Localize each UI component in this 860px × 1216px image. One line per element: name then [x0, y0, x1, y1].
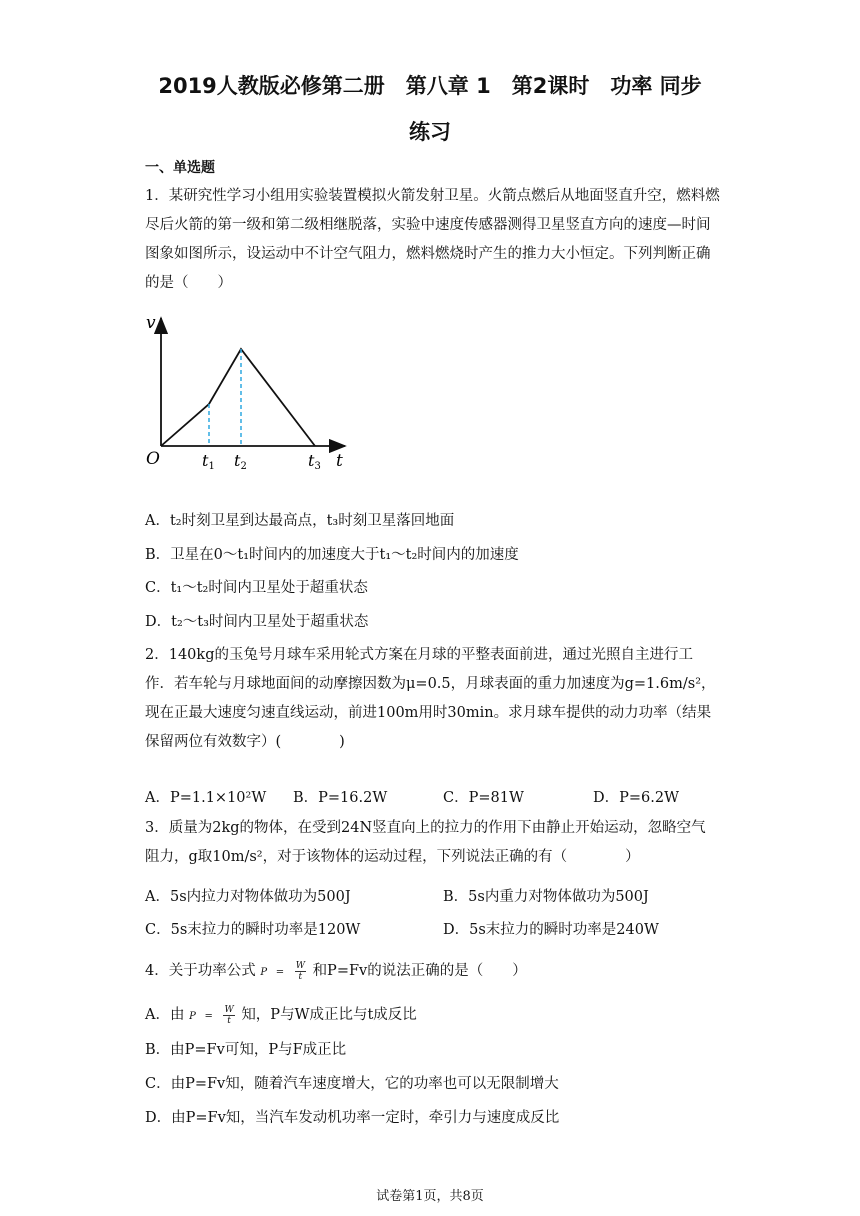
- doc-title-line1: 2019人教版必修第二册 第八章 1 第2课时 功率 同步: [158, 74, 702, 98]
- t1-label: t1: [202, 451, 215, 472]
- q4-option-d: D．由P=Fv知，当汽车发动机功率一定时，牵引力与速度成反比: [145, 1110, 560, 1126]
- q1-stem: 1．某研究性学习小组用实验装置模拟火箭发射卫星。火箭点燃后从地面竖直升空，燃料燃尽后火箭的第一级和第二级相继脱落，实验中速度传感器测得卫星竖直方向的速度—时间图象如图所示，设运动中不计空气阻力，燃料燃烧时产生的推力大小恒定。下列判断正确的是（ ）: [145, 188, 720, 291]
- q4-a-formula-fraction: $\frac{W}{t}$: [224, 1004, 234, 1026]
- q2-option-a: A．P=1.1×10²W: [145, 790, 267, 806]
- t2-label: t2: [234, 451, 247, 472]
- q2-option-d: D．P=6.2W: [593, 790, 679, 806]
- t3-label: t3: [308, 451, 321, 472]
- origin-label: O: [146, 449, 160, 469]
- t-label: t: [336, 451, 343, 471]
- section-heading: 一、单选题: [145, 160, 215, 176]
- q1-option-c: C．t₁～t₂时间内卫星处于超重状态: [145, 580, 368, 596]
- q1-option-b: B．卫星在0～t₁时间内的加速度大于t₁～t₂时间内的加速度: [145, 547, 519, 563]
- q3-stem: 3．质量为2kg的物体，在受到24N竖直向上的拉力的作用下由静止开始运动，忽略空气阻力，g取10m/s²，对于该物体的运动过程，下列说法正确的有（ ）: [145, 820, 706, 865]
- q4-option-a: A．由 P = $\frac{W}{t}$ 知，P与W成正比与t成反比: [145, 1004, 417, 1026]
- q3-option-a: A．5s内拉力对物体做功为500J: [145, 889, 351, 905]
- v-label: v: [146, 313, 156, 333]
- q3-option-d: D．5s末拉力的瞬时功率是240W: [443, 922, 659, 938]
- velocity-curve: [161, 349, 315, 446]
- q1-vt-graph: [140, 308, 370, 478]
- page-footer: 试卷第1页，共8页: [376, 1189, 484, 1204]
- q1-option-d: D．t₂～t₃时间内卫星处于超重状态: [145, 614, 369, 630]
- q3-option-c: C．5s末拉力的瞬时功率是120W: [145, 922, 361, 938]
- q1-option-a: A．t₂时刻卫星到达最高点，t₃时刻卫星落回地面: [145, 513, 455, 529]
- q3-option-b: B．5s内重力对物体做功为500J: [443, 889, 649, 905]
- q4-option-b: B．由P=Fv可知，P与F成正比: [145, 1042, 347, 1058]
- doc-title-line2: 练习: [409, 120, 451, 144]
- q4-formula-fraction: $\frac{W}{t}$: [295, 960, 305, 982]
- q2-option-c: C．P=81W: [443, 790, 524, 806]
- q2-option-b: B．P=16.2W: [293, 790, 388, 806]
- q2-stem: 2．140kg的玉兔号月球车采用轮式方案在月球的平整表面前进，通过光照自主进行工作．若车轮与月球地面间的动摩擦因数为μ=0.5，月球表面的重力加速度为g=1.6m/s²，现在正最大速度匀速直线运动，前进100m用时30min。求月球车提供的动力功率（结果保留两位有效数字）( ): [145, 647, 716, 750]
- q4-stem: 4．关于功率公式 P = $\frac{W}{t}$ 和P=Fv的说法正确的是（ ）: [145, 960, 527, 982]
- q4-option-c: C．由P=Fv知，随着汽车速度增大，它的功率也可以无限制增大: [145, 1076, 559, 1092]
